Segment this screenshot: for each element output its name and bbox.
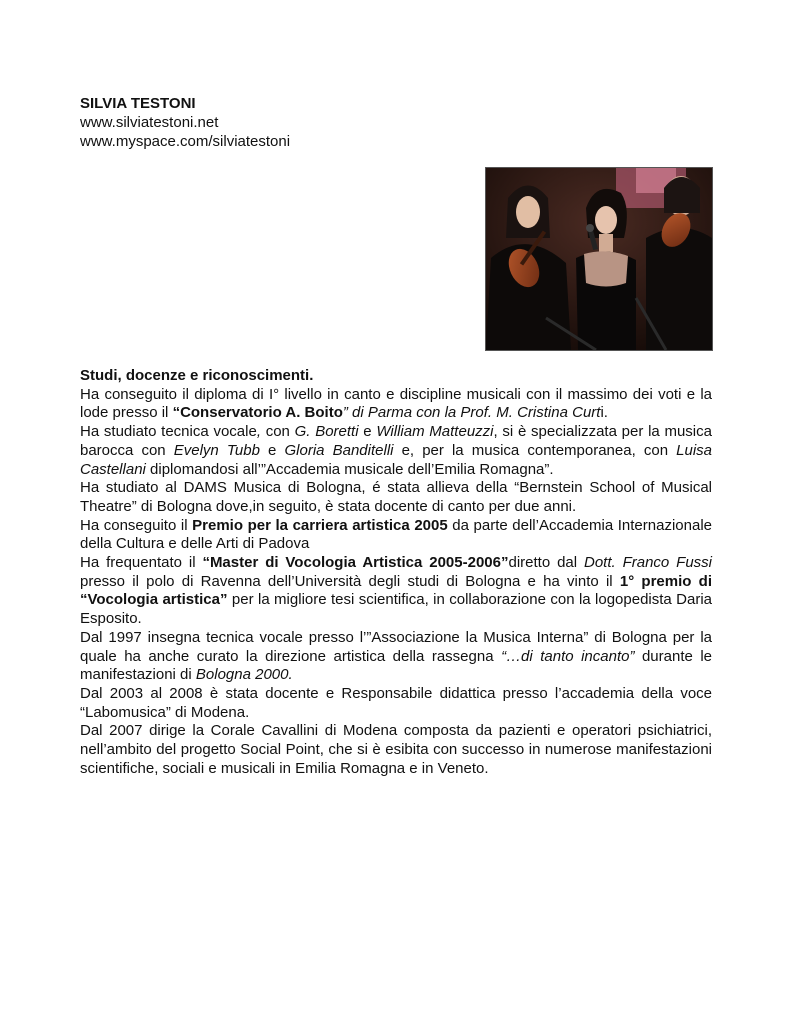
- text-italic: Gloria Banditelli: [284, 441, 394, 459]
- website-link[interactable]: www.silviatestoni.net: [80, 114, 219, 131]
- header: [80, 94, 712, 151]
- text-span: Ha conseguito il diploma di I° livello in canto e discipline musicali con il massimo dei voti e la lode presso il: [80, 385, 712, 422]
- text-bold: “Master di Vocologia Artistica 2005-2006”: [202, 554, 509, 572]
- text-span: per la migliore tesi scientifica, in collaborazione con la logopedista Daria Esposito.: [80, 591, 712, 628]
- text-italic: ,: [256, 423, 261, 441]
- biography-section: [80, 367, 712, 778]
- text-italic: G. Boretti: [294, 423, 359, 441]
- text-italic: William Matteuzzi: [376, 423, 494, 441]
- paragraph-dams: Ha studiato al DAMS Musica di Bologna, é stata allieva della “Bernstein School of Musical Theatre” di Bologna dove,in seguito, è stata docente di canto per due anni.: [80, 479, 712, 515]
- text-italic: Evelyn Tubb: [173, 441, 260, 459]
- text-span: diplomandosi all’”Accademia musicale dell’Emilia Romagna”.: [145, 460, 554, 478]
- section-title: Studi, docenze e riconoscimenti.: [80, 367, 314, 384]
- text-italic: “…di tanto incanto”: [501, 647, 635, 665]
- paragraph-diploma: [80, 386, 712, 423]
- text-bold: 1° premio di “Vocologia artistica”: [80, 572, 713, 609]
- text-bold: Premio per la carriera artistica 2005: [192, 516, 448, 534]
- text-span: e: [259, 441, 285, 459]
- text-span: Ha conseguito il: [80, 516, 193, 534]
- text-span: i.: [600, 404, 608, 422]
- page-title: SILVIA TESTONI: [80, 95, 196, 112]
- paragraph-corale: Dal 2007 dirige la Corale Cavallini di Modena composta da pazienti e operatori psichiatrici, nell’ambito del progetto Social Point, che si è esibita con successo in numerose manifestazioni scientifiche, sociali e musicali in Emilia Romagna e in Veneto.: [80, 722, 712, 777]
- text-span: Dal 1997 insegna tecnica vocale presso l’”Associazione la Musica Interna” di Bologna per la quale ha anche curato la direzione artistica della rassegna: [80, 628, 712, 665]
- paragraph-studies: [80, 423, 712, 479]
- text-italic: M. Cristina Curt: [496, 404, 601, 422]
- text-span: Ha frequentato il: [80, 554, 203, 572]
- paragraph-award: [80, 517, 712, 554]
- text-span: e, per la musica contemporanea, con: [393, 441, 677, 459]
- text-span: durante le manifestazioni di: [80, 647, 713, 684]
- paragraph-labomusica: Dal 2003 al 2008 è stata docente e Responsabile didattica presso l’accademia della voce “Labomusica” di Modena.: [80, 684, 712, 721]
- concert-photo: [485, 167, 713, 351]
- text-span: con: [260, 423, 295, 441]
- text-italic: Dott. Franco Fussi: [584, 554, 712, 572]
- text-span: da parte dell’Accademia Internazionale della Cultura e delle Arti di Padova: [80, 516, 712, 553]
- paragraph-teaching: [80, 629, 712, 685]
- text-span: , si è specializzata per la musica barocca con: [80, 423, 712, 459]
- text-italic: Bologna 2000.: [195, 666, 293, 684]
- paragraph-master: [80, 554, 712, 629]
- text-bold: “Conservatorio A. Boito: [172, 404, 343, 422]
- text-span: presso il polo di Ravenna dell’Università degli studi di Bologna e ha vinto il: [80, 572, 620, 590]
- text-span: Ha studiato tecnica vocale: [80, 423, 257, 441]
- text-span: e: [358, 423, 377, 441]
- myspace-link[interactable]: www.myspace.com/silviatestoni: [80, 133, 291, 150]
- text-italic: Luisa Castellani: [80, 441, 712, 478]
- text-span: diretto dal: [508, 554, 584, 572]
- text-italic: ” di Parma con la Prof.: [342, 404, 497, 422]
